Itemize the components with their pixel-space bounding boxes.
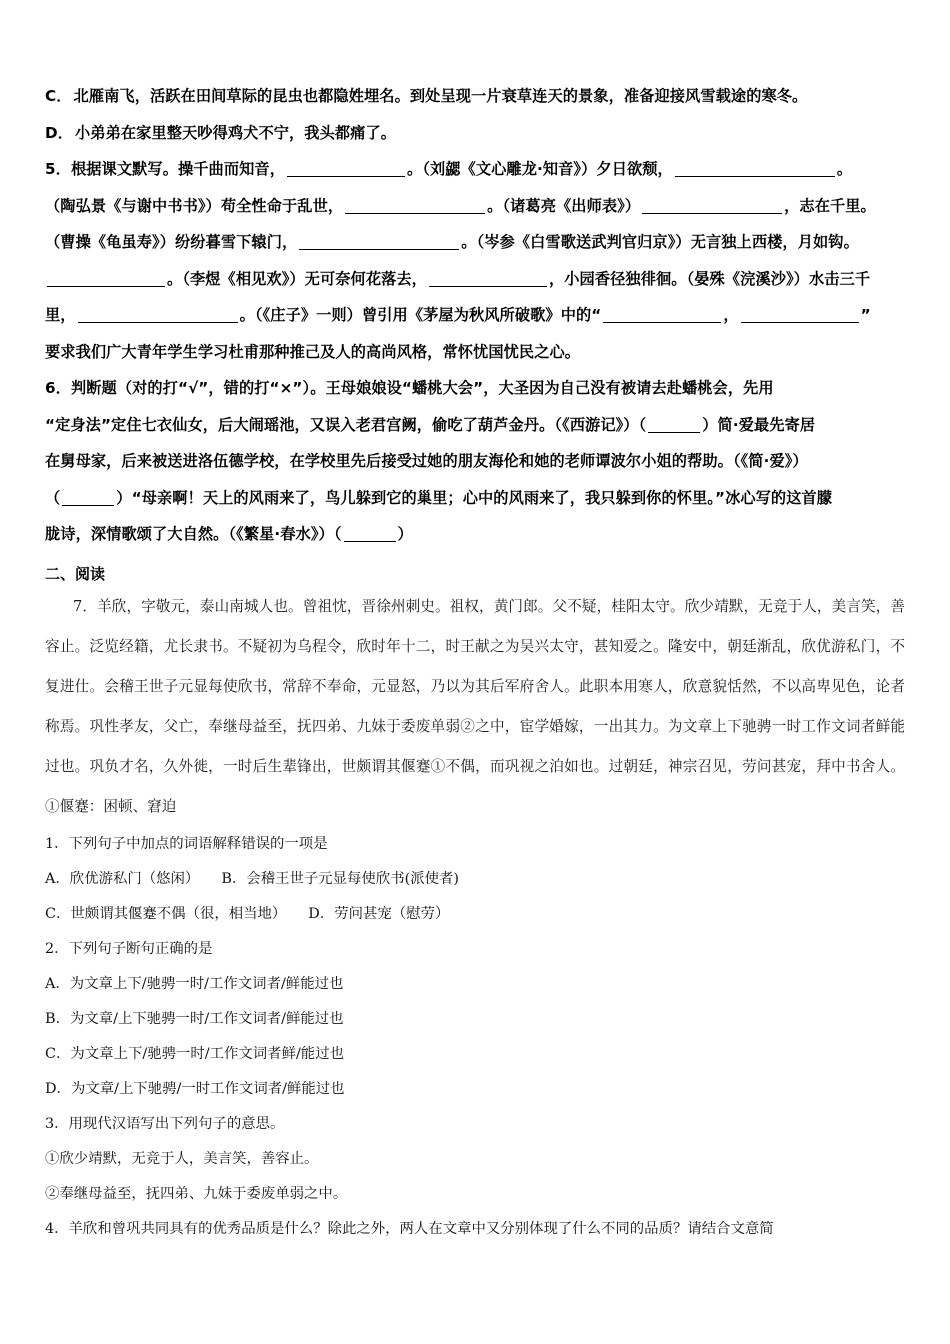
question-1-option-b-label: B． xyxy=(221,870,247,887)
answer-blank-janeeyre[interactable] xyxy=(62,491,114,506)
question-5-line-1 xyxy=(45,151,905,188)
question-5-seg1: 根据课文默写。操千曲而知音， xyxy=(70,160,285,178)
question-6-line-2 xyxy=(45,407,905,444)
question-6-line-1 xyxy=(45,370,905,407)
fill-blank-4[interactable] xyxy=(642,199,782,214)
section-heading-reading: 二、阅读 xyxy=(45,564,106,583)
question-1-option-b-text[interactable]: 会稽王世子元显每使欣书(派使者) xyxy=(246,870,459,887)
question-1-option-a-label: A． xyxy=(45,870,70,887)
question-5-line-5 xyxy=(45,297,905,334)
question-1-option-c-text[interactable]: 世颇谓其偃蹇不偶（很，相当地） xyxy=(70,905,287,922)
question-2-option-d[interactable] xyxy=(45,1072,905,1107)
question-5-number: 5． xyxy=(45,160,71,178)
choice-d-text: 小弟弟在家里整天吵得鸡犬不宁，我头都痛了。 xyxy=(75,123,397,142)
question-2-option-b-text: 为文章/上下驰骋一时/工作文词者/鲜能过也 xyxy=(69,1010,344,1027)
question-1-option-c-label: C． xyxy=(45,905,71,922)
fill-blank-8[interactable] xyxy=(78,308,238,323)
question-2-option-c-text: 为文章上下/驰骋一时/工作文词者鲜/能过也 xyxy=(70,1045,344,1062)
question-1-stem: 1．下列句子中加点的词语解释错误的一项是 xyxy=(45,835,328,852)
question-6-text-4b: ）“母亲啊！天上的风雨来了，鸟儿躲到它的巢里；心中的风雨来了，我只躲到你的怀里。”冰心写的这首朦 xyxy=(116,488,833,507)
question-2-option-d-label: D． xyxy=(45,1080,71,1097)
question-6-text-2a: “定身法”定住七衣仙女，后大闹瑶池，又误入老君宫阙，偷吃了葫芦金丹。（《西游记》）（ xyxy=(45,415,647,434)
question-2-option-a-label: A． xyxy=(45,975,70,992)
question-2-stem: 2．下列句子断句正确的是 xyxy=(45,940,213,957)
question-5-line-2 xyxy=(45,188,905,225)
question-5-line-3 xyxy=(45,224,905,261)
question-5-seg7: （曹操《龟虽寿》）纷纷暮雪下辕门， xyxy=(45,233,298,251)
question-3-item-1: ①欣少靖默，无竞于人，美言笑，善容止。 xyxy=(45,1150,319,1167)
fill-blank-10[interactable] xyxy=(741,308,859,323)
fill-blank-5[interactable] xyxy=(299,235,459,250)
fill-blank-6[interactable] xyxy=(47,272,165,287)
question-2-option-b[interactable] xyxy=(45,1002,905,1037)
choice-c-row xyxy=(45,78,905,115)
question-5-line-4 xyxy=(45,261,905,298)
question-3-stem: 3．用现代汉语写出下列句子的意思。 xyxy=(45,1115,285,1132)
question-2-option-c-label: C． xyxy=(45,1045,71,1062)
question-3-item-2: ②奉继母益至，抚四弟、九妹于委废单弱之中。 xyxy=(45,1185,348,1202)
question-5-seg9: 。（李煜《相见欢》）无可奈何花落去， xyxy=(167,269,427,288)
question-1-option-d-text[interactable]: 劳问甚宠（慰劳） xyxy=(334,905,450,922)
question-5-seg3: 。 xyxy=(836,160,853,178)
question-2-option-a[interactable] xyxy=(45,967,905,1002)
question-5-seg15: 要求我们广大青年学生学习杜甫那种推己及人的高尚风格，常怀忧国忧民之心。 xyxy=(45,342,581,361)
question-6-text-5a: 胧诗，深情歌颂了大自然。（《繁星·春水》）（ xyxy=(45,525,342,543)
question-5-seg14: ” xyxy=(860,306,871,324)
question-6-number: 6． xyxy=(45,379,71,397)
question-5-seg4: （陶弘景《与谢中书书》）苟全性命于乱世， xyxy=(45,196,344,215)
fill-blank-3[interactable] xyxy=(345,199,485,214)
passage-7-text: 羊欣，字敬元，泰山南城人也。曾祖忱，晋徐州刺史。祖权，黄门郎。父不疑，桂阳太守。欣少靖默，无竞于人，美言笑，善容止。泛览经籍，尤长隶书。不疑初为乌程令，欣时年十二，时王献之为吴兴太守，甚知爱之。隆安中，朝廷渐乱，欣优游私门，不复进仕。会稽王世子元显每使欣书，常辞不奉命，元显怒，乃以为其后军府舍人。此职本用寒人，欣意貌恬然，不以高卑见色，论者称焉。巩性孝友，父亡，奉继母益至，抚四弟、九妹于委废单弱②之中，宦学婚嫁，一出其力。为文章上下驰骋一时工作文词者鲜能过也。巩负才名，久外徙，一时后生辈锋出，世颇谓其偃蹇①不偶，而巩视之泊如也。过朝廷，神宗召见，劳问甚宠，拜中书舍人。①偃蹇：困顿、窘迫 xyxy=(45,597,905,815)
question-5-seg5: 。（诸葛亮《出师表》） xyxy=(487,196,641,215)
question-5-seg12: 。（《庄子》一则）曾引用《茅屋为秋风所破歌》中的“ xyxy=(239,306,602,324)
question-6-text-1: 判断题（对的打“√”，错的打“×”）。王母娘娘设“蟠桃大会”，大圣因为自己没有被请去赴蟠桃会，先用 xyxy=(70,379,774,397)
fill-blank-7[interactable] xyxy=(429,272,547,287)
question-5-seg2: 。（刘勰《文心雕龙·知音》）夕日欲颓， xyxy=(407,160,673,178)
question-2-option-b-label: B． xyxy=(45,1010,70,1027)
choice-c-text: 北雁南飞，活跃在田间草际的昆虫也都隐姓埋名。到处呈现一片衰草连天的景象，准备迎接风雪载途的寒冬。 xyxy=(73,87,808,105)
question-1-options-row-1 xyxy=(45,862,905,897)
question-5-seg10: ，小园香径独徘徊。（晏殊《浣溪沙》）水击三千 xyxy=(548,269,871,288)
choice-d-label: D． xyxy=(45,123,73,142)
question-1-options-row-2 xyxy=(45,897,905,932)
question-5-seg6: ，志在千里。 xyxy=(784,196,876,215)
question-1-option-a-text[interactable]: 欣优游私门（悠闲） xyxy=(69,870,200,887)
question-4-stem: 4．羊欣和曾巩共同具有的优秀品质是什么？除此之外，两人在文章中又分别体现了什么不同的品质？请结合文意简 xyxy=(45,1220,774,1237)
answer-blank-xiyouji[interactable] xyxy=(648,418,700,433)
answer-blank-fanxing[interactable] xyxy=(344,527,396,542)
passage-7 xyxy=(45,587,905,827)
question-2-option-c[interactable] xyxy=(45,1037,905,1072)
choices-block xyxy=(45,78,905,553)
question-5-seg8: 。（岑参《白雪歌送武判官归京》）无言独上西楼，月如钩。 xyxy=(461,233,859,251)
question-5-seg13: ， xyxy=(723,306,739,324)
fill-blank-2[interactable] xyxy=(675,162,835,177)
question-6-text-3: 在舅母家，后来被送进洛伍德学校，在学校里先后接受过她的朋友海伦和她的老师谭波尔小姐的帮助。（《简·爱》） xyxy=(45,452,808,470)
choice-d-row xyxy=(45,115,905,152)
choice-c-label: C． xyxy=(45,87,72,105)
subquestions-block xyxy=(45,827,905,1247)
question-6-text-2b: ）简·爱最先寄居 xyxy=(702,415,816,434)
question-1-option-d-label: D． xyxy=(308,905,335,922)
question-6-line-3 xyxy=(45,443,905,480)
question-6-text-5b: ） xyxy=(397,525,413,543)
fill-blank-9[interactable] xyxy=(603,308,721,323)
question-6-text-4a: （ xyxy=(45,488,61,507)
question-2-option-d-text: 为文章/上下驰骋/一时工作文词者/鲜能过也 xyxy=(70,1080,345,1097)
question-5-seg11: 里， xyxy=(45,306,76,324)
question-5-line-6 xyxy=(45,334,905,371)
passage-7-number: 7． xyxy=(73,597,98,615)
question-2-option-a-text: 为文章上下/驰骋一时/工作文词者/鲜能过也 xyxy=(69,975,344,992)
fill-blank-1[interactable] xyxy=(287,162,405,177)
question-6-line-5 xyxy=(45,516,905,553)
question-6-line-4 xyxy=(45,480,905,517)
